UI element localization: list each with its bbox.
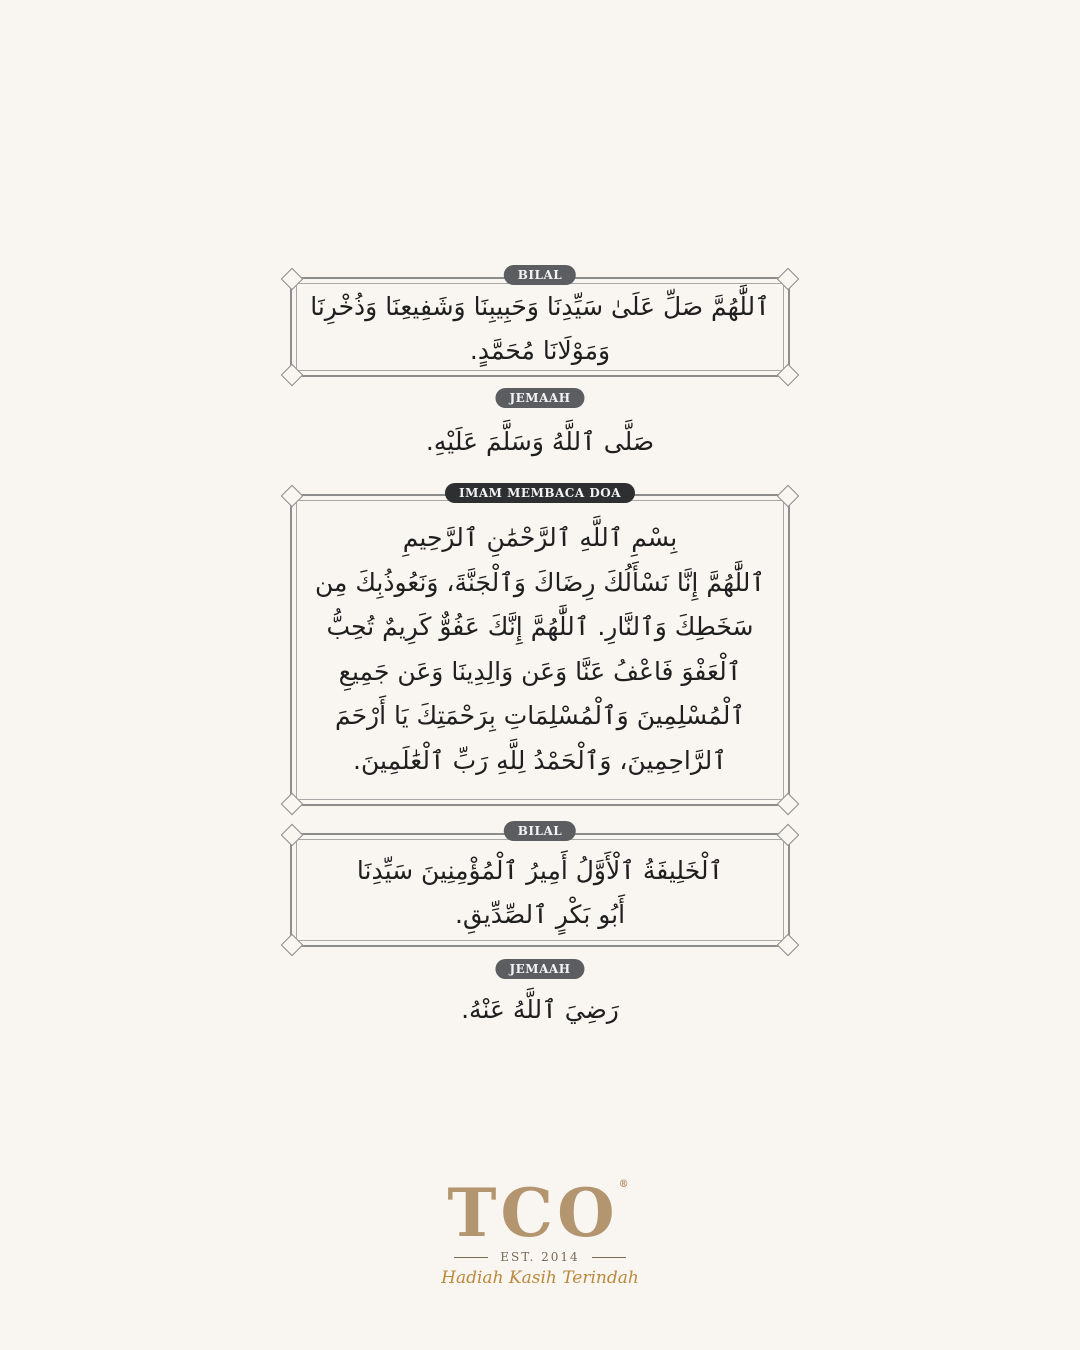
arabic-line: صَلَّى ٱللَّهُ وَسَلَّمَ عَلَيْهِ. [425, 427, 655, 456]
established-text: EST. 2014 [500, 1250, 580, 1264]
arabic-line: سَخَطِكَ وَٱلنَّارِ. ٱللَّٰهُمَّ إِنَّكَ عَفُوٌّ كَرِيمٌ تُحِبُّ [326, 612, 754, 641]
arabic-line: وَمَوْلَانَا مُحَمَّدٍ. [469, 335, 611, 365]
divider [454, 1257, 488, 1258]
speaker-label-imam: IMAM MEMBACA DOA [445, 483, 635, 503]
divider [592, 1257, 626, 1258]
established-line [0, 1250, 1080, 1264]
arabic-line: بِسْمِ ٱللَّهِ ٱلرَّحْمَٰنِ ٱلرَّحِيمِ [402, 523, 678, 552]
brand-logo [0, 1174, 1080, 1288]
jemaah-response-1 [0, 420, 1080, 464]
brand-tagline: Hadiah Kasih Terindah [441, 1268, 639, 1288]
bilal-frame-2 [290, 833, 790, 947]
arabic-line: ٱللَّٰهُمَّ إِنَّا نَسْأَلُكَ رِضَاكَ وَٱلْجَنَّةَ، وَنَعُوذُبِكَ مِن [314, 567, 766, 597]
brand-name: TCO [447, 1174, 619, 1252]
bilal-frame-1 [290, 277, 790, 377]
speaker-label-jemaah: JEMAAH [495, 388, 584, 408]
doa-text [292, 516, 788, 783]
speaker-label-bilal: BILAL [504, 265, 576, 285]
bilal-text-2 [292, 849, 788, 937]
arabic-line: ٱلْمُسْلِمِينَ وَٱلْمُسْلِمَاتِ بِرَحْمَتِكَ يَا أَرْحَمَ [334, 701, 746, 730]
jemaah-response-2 [0, 988, 1080, 1032]
arabic-line: ٱلْخَلِيفَةُ ٱلْأَوَّلُ أَمِيرُ ٱلْمُؤْمِنِينَ سَيِّدِنَا [356, 856, 724, 885]
arabic-line: ٱللَّٰهُمَّ صَلِّ عَلَىٰ سَيِّدِنَا وَحَبِيبِنَا وَشَفِيعِنَا وَذُخْرِنَا [310, 292, 770, 321]
arabic-line: ٱلْعَفْوَ فَاعْفُ عَنَّا وَعَن وَالِدِينَا وَعَن جَمِيعِ [338, 656, 742, 686]
arabic-line: ٱلرَّاحِمِينَ، وَٱلْحَمْدُ لِلَّهِ رَبِّ ٱلْعَٰلَمِينَ. [353, 745, 727, 775]
speaker-label-bilal: BILAL [504, 821, 576, 841]
registered-mark: ® [618, 1179, 633, 1190]
doa-frame [290, 494, 790, 806]
arabic-line: رَضِيَ ٱللَّهُ عَنْهُ. [461, 995, 619, 1024]
bilal-text-1 [292, 285, 788, 373]
brand-wordmark [0, 1174, 1080, 1252]
arabic-line: أَبُو بَكْرٍ ٱلصِّدِّيقِ. [454, 899, 626, 929]
speaker-label-jemaah: JEMAAH [495, 959, 584, 979]
